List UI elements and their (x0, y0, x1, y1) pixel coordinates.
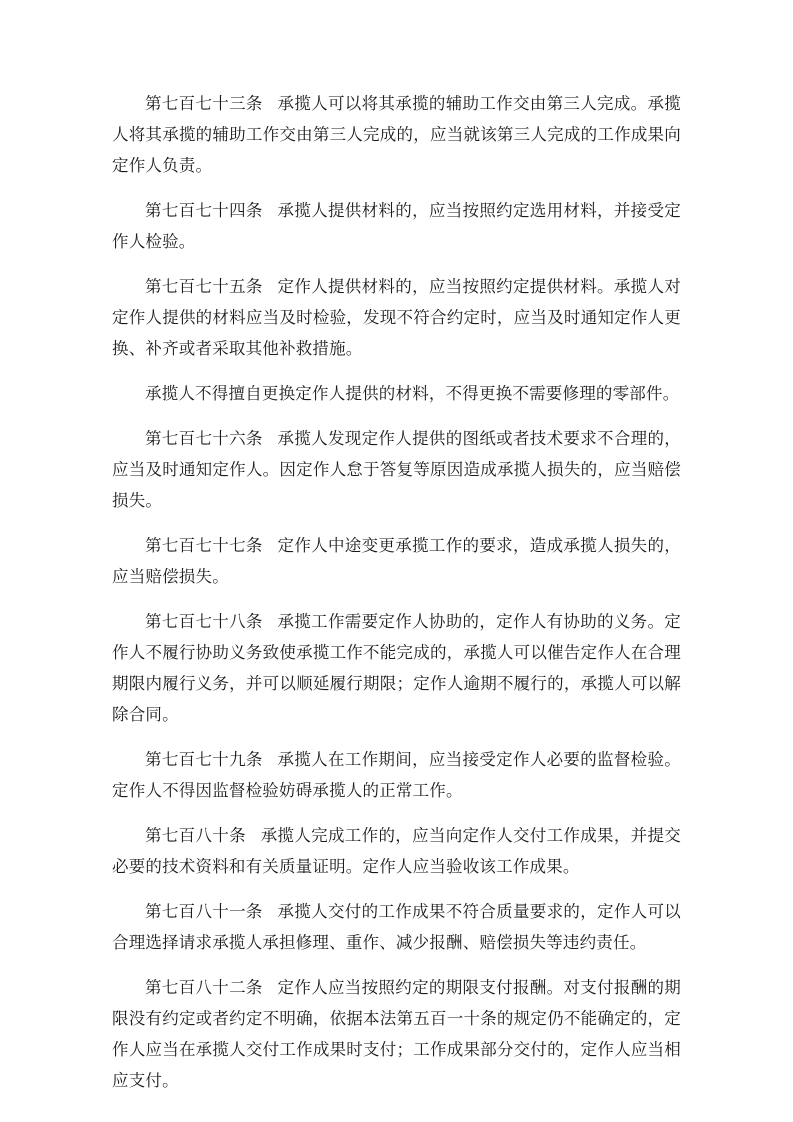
paragraph (112, 530, 681, 592)
article-text: 承揽人发现定作人提供的图纸或者技术要求不合理的，应当及时通知定作人。因定作人怠于答复等原因造成承揽人损失的，应当赔偿损失。 (112, 429, 681, 510)
paragraph (112, 744, 681, 806)
paragraph (112, 378, 681, 409)
article-label: 第七百七十七条 (145, 536, 263, 555)
article-label: 第七百七十九条 (145, 750, 263, 769)
paragraph (112, 195, 681, 257)
article-label: 第七百八十二条 (145, 978, 263, 997)
document-body (112, 88, 681, 1096)
article-text: 承揽人在工作期间，应当接受定作人必要的监督检验。定作人不得因监督检验妨碍承揽人的正常工作。 (112, 750, 681, 800)
article-label: 第七百七十五条 (145, 277, 263, 296)
paragraph (112, 423, 681, 516)
article-label: 第七百八十条 (145, 826, 246, 845)
paragraph (112, 820, 681, 882)
paragraph (112, 606, 681, 730)
paragraph (112, 271, 681, 364)
article-text: 承揽人可以将其承揽的辅助工作交由第三人完成。承揽人将其承揽的辅助工作交由第三人完成的，应当就该第三人完成的工作成果向定作人负责。 (112, 94, 681, 175)
paragraph (112, 896, 681, 958)
article-text: 定作人中途变更承揽工作的要求，造成承揽人损失的，应当赔偿损失。 (112, 536, 681, 586)
article-text: 承揽人完成工作的，应当向定作人交付工作成果，并提交必要的技术资料和有关质量证明。定作人应当验收该工作成果。 (112, 826, 681, 876)
paragraph (112, 972, 681, 1096)
article-text: 承揽人交付的工作成果不符合质量要求的，定作人可以合理选择请求承揽人承担修理、重作、减少报酬、赔偿损失等违约责任。 (112, 902, 681, 952)
article-label: 第七百七十六条 (145, 429, 263, 448)
article-text: 承揽人不得擅自更换定作人提供的材料，不得更换不需要修理的零部件。 (145, 384, 680, 403)
article-text: 定作人提供材料的，应当按照约定提供材料。承揽人对定作人提供的材料应当及时检验，发现不符合约定时，应当及时通知定作人更换、补齐或者采取其他补救措施。 (112, 277, 681, 358)
article-label: 第七百七十八条 (145, 612, 263, 631)
article-label: 第七百七十三条 (145, 94, 263, 113)
article-text: 承揽人提供材料的，应当按照约定选用材料，并接受定作人检验。 (112, 201, 681, 251)
article-label: 第七百八十一条 (145, 902, 263, 921)
paragraph (112, 88, 681, 181)
article-label: 第七百七十四条 (145, 201, 263, 220)
article-text: 承揽工作需要定作人协助的，定作人有协助的义务。定作人不履行协助义务致使承揽工作不能完成的，承揽人可以催告定作人在合理期限内履行义务，并可以顺延履行期限；定作人逾期不履行的，承揽人可以解除合同。 (112, 612, 681, 724)
article-text: 定作人应当按照约定的期限支付报酬。对支付报酬的期限没有约定或者约定不明确，依据本法第五百一十条的规定仍不能确定的，定作人应当在承揽人交付工作成果时支付；工作成果部分交付的，定作人应当相应支付。 (112, 978, 681, 1090)
